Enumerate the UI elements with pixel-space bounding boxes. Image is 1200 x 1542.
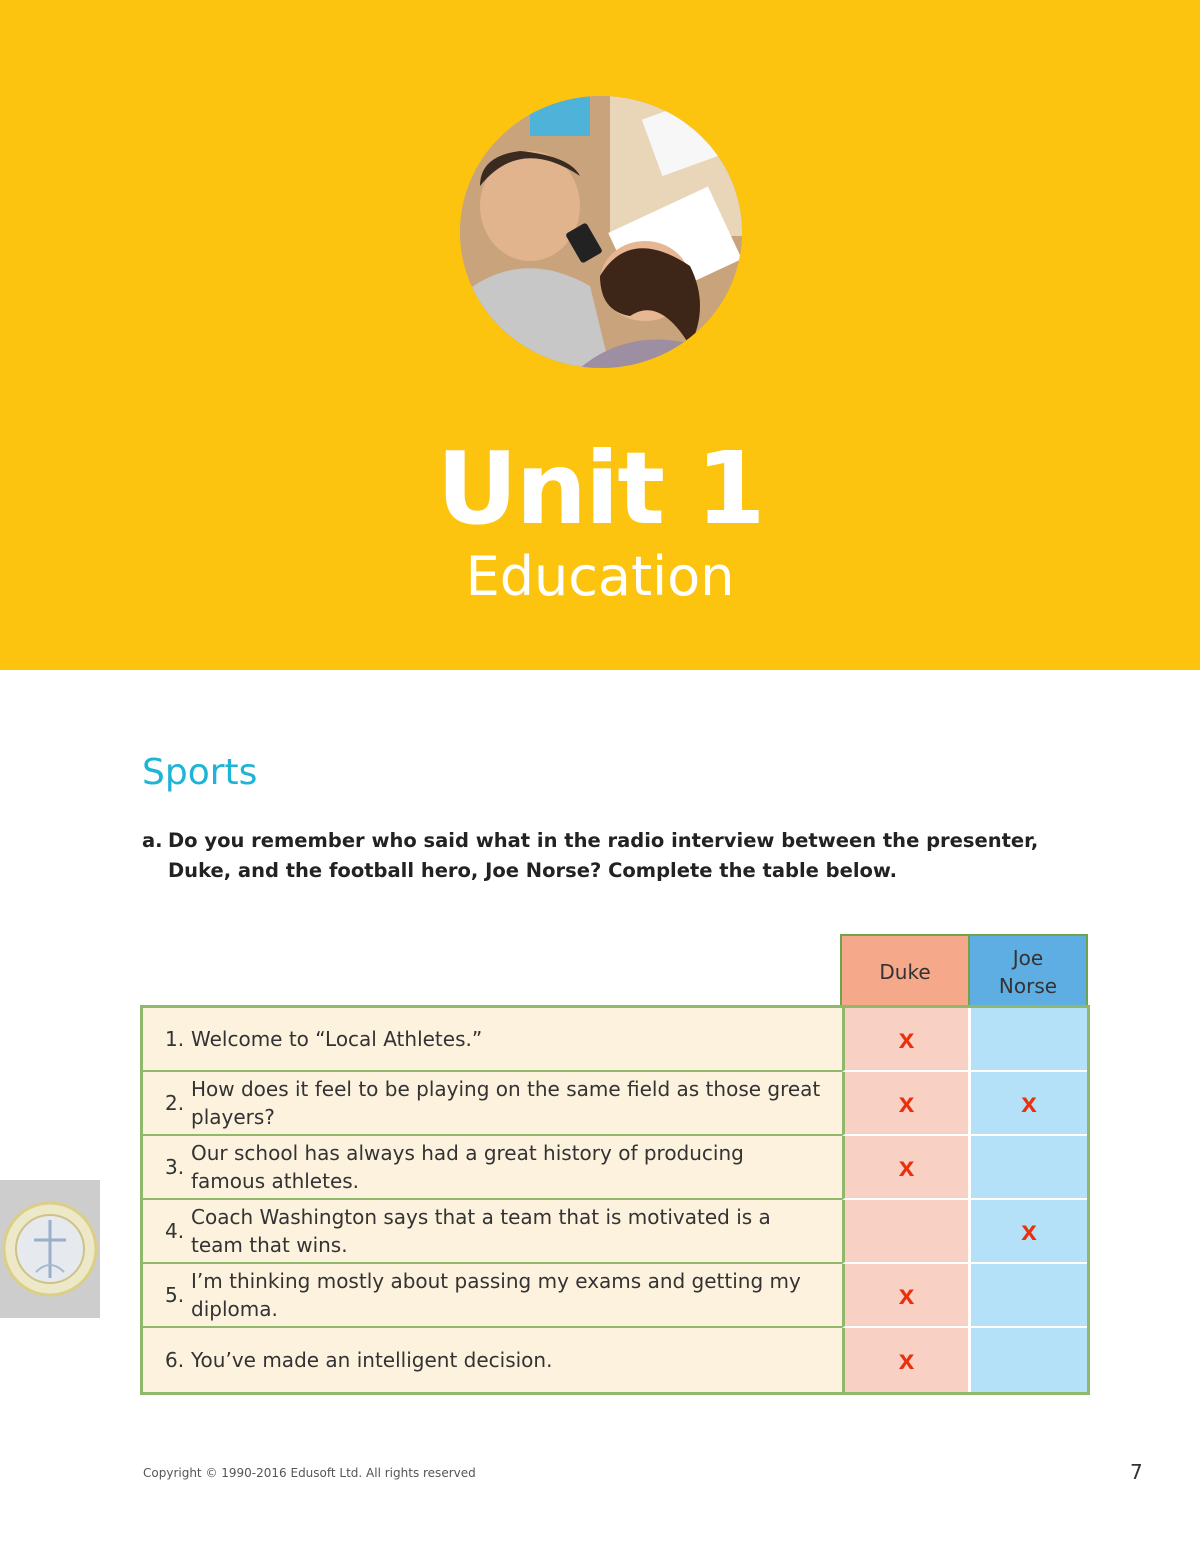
table-row-quote [143,1136,842,1200]
answer-cell-duke[interactable] [842,1200,968,1264]
answer-cell-joe[interactable] [968,1136,1087,1200]
answer-mark: x [898,1087,915,1118]
answer-mark: x [898,1151,915,1182]
table-row-quote [143,1264,842,1328]
unit-subtitle: Education [465,545,735,608]
unit-title: Unit 1 [436,430,764,547]
answer-mark: x [898,1023,915,1054]
students-photo-illustration [460,96,742,368]
answer-cell-duke[interactable] [842,1072,968,1136]
answer-mark: x [1021,1215,1037,1246]
students-photo [460,96,742,368]
row-number: 4. [165,1219,185,1243]
answer-cell-joe[interactable] [968,1072,1087,1136]
row-quote-text: How does it feel to be playing on the same field as those great players? [191,1077,821,1129]
column-header-joe-norse-label: Joe Norse [998,946,1058,998]
copyright-notice: Copyright © 1990-2016 Edusoft Ltd. All rights reserved [143,1466,476,1480]
row-number: 3. [165,1155,185,1179]
row-number: 2. [165,1091,185,1115]
row-number: 6. [165,1348,185,1372]
row-quote-text: You’ve made an intelligent decision. [191,1348,553,1372]
table-row-quote [143,1072,842,1136]
answer-cell-duke[interactable] [842,1264,968,1328]
answer-mark: x [898,1279,915,1310]
university-seal [0,1180,100,1318]
answer-cell-duke[interactable] [842,1136,968,1200]
quote-table [140,1005,1090,1395]
exercise-marker: a. [142,829,163,852]
table-row-quote [143,1200,842,1264]
answer-cell-duke[interactable] [842,1328,968,1392]
row-number: 5. [165,1283,185,1307]
table-row-quote [143,1008,842,1072]
row-number: 1. [165,1027,185,1051]
exercise-text: Do you remember who said what in the radio interview between the presenter, Duke, and the football hero, Joe Norse? Complete the table below. [168,829,1039,882]
answer-mark: x [898,1344,915,1375]
table-row-quote [143,1328,842,1392]
section-title: Sports [142,752,258,793]
row-quote-text: Coach Washington says that a team that is motivated is a team that wins. [191,1205,771,1257]
column-header-joe-norse [968,934,1088,1008]
answer-mark: x [1021,1087,1037,1118]
row-quote-text: I’m thinking mostly about passing my exams and getting my diploma. [191,1269,801,1321]
answer-cell-joe[interactable] [968,1264,1087,1328]
exercise-instruction [142,826,1102,886]
row-quote-text: Welcome to “Local Athletes.” [191,1027,483,1051]
answer-cell-joe[interactable] [968,1200,1087,1264]
row-quote-text: Our school has always had a great history of producing famous athletes. [191,1141,744,1193]
answer-cell-joe[interactable] [968,1328,1087,1392]
answer-cell-duke[interactable] [842,1008,968,1072]
answer-cell-joe[interactable] [968,1008,1087,1072]
page-number: 7 [1130,1460,1143,1484]
unit-banner [0,0,1200,670]
university-seal-emblem [0,1180,100,1318]
column-header-duke: Duke [840,934,968,1008]
